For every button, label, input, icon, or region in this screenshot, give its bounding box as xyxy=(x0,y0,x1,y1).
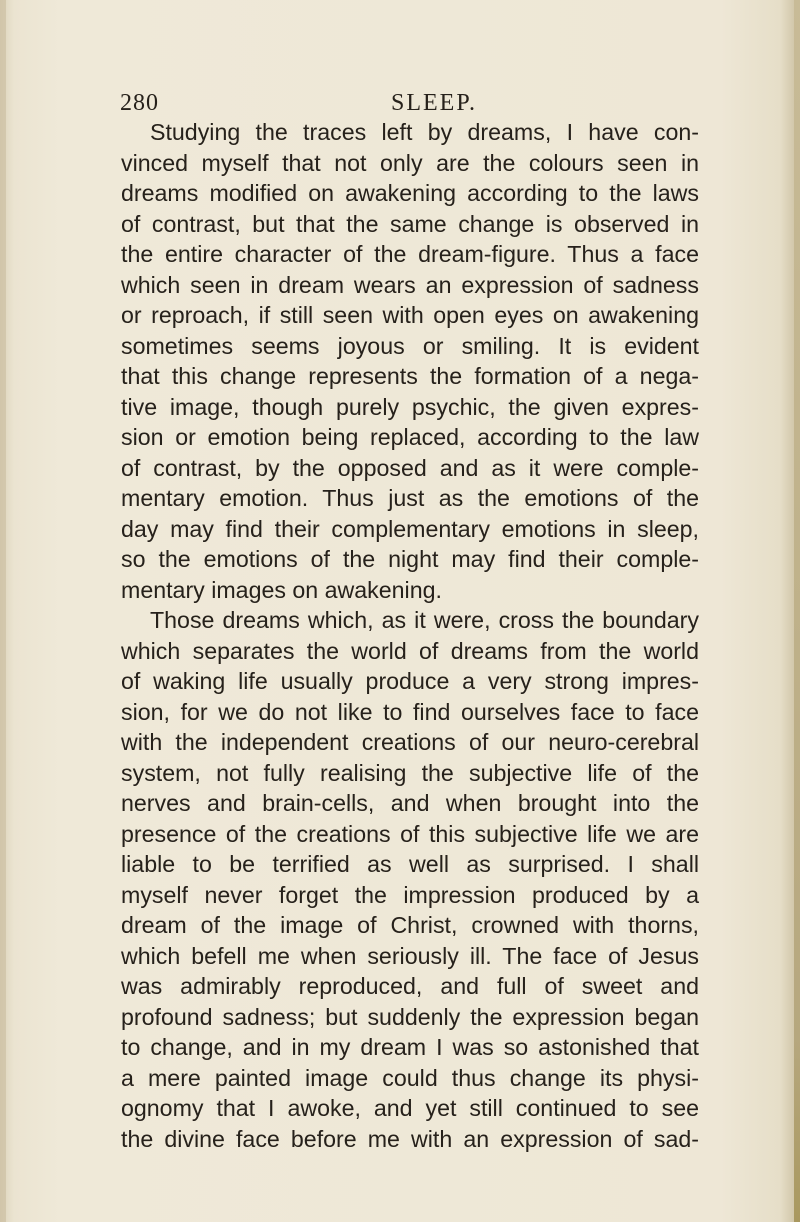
text-line: Those dreams which, as it were, cross the boundary xyxy=(150,607,699,633)
text-line: that this change represents the formation of a nega- xyxy=(121,363,699,389)
text-line: sion or emotion being replaced, according to the law xyxy=(121,424,699,450)
text-line: myself never forget the impression produced by a xyxy=(121,881,699,908)
text-line: nerves and brain-cells, and when brought into the xyxy=(121,790,699,816)
page-right-edge xyxy=(794,0,800,1222)
text-line: which befell me when seriously ill. The face of Jesus xyxy=(121,942,699,969)
text-line: vinced myself that not only are the colours seen in xyxy=(121,149,699,176)
text-line: presence of the creations of this subjective life we are xyxy=(121,820,699,847)
text-line: to change, and in my dream I was so astonished that xyxy=(121,1034,699,1060)
text-line: profound sadness; but suddenly the expression began xyxy=(121,1003,699,1030)
text-line: liable to be terrified as well as surprised. I shall xyxy=(121,851,699,877)
paragraph-2 xyxy=(121,605,699,1154)
text-line: ognomy that I awoke, and yet still continued to see xyxy=(121,1095,699,1121)
text-line: was admirably reproduced, and full of sweet and xyxy=(121,973,699,999)
text-line: system, not fully realising the subjective life of the xyxy=(121,759,699,786)
text-line: of contrast, by the opposed and as it were comple- xyxy=(121,454,699,481)
text-line: sion, for we do not like to find ourselves face to face xyxy=(121,698,699,725)
text-line: of waking life usually produce a very strong impres- xyxy=(121,668,699,694)
page-number: 280 xyxy=(120,90,159,116)
text-line: the divine face before me with an expression of sad- xyxy=(121,1125,699,1152)
text-line: tive image, though purely psychic, the given expres- xyxy=(121,393,699,420)
text-line: mentary emotion. Thus just as the emotions of the xyxy=(121,485,699,511)
text-line: of contrast, but that the same change is observed in xyxy=(121,210,699,237)
text-line: so the emotions of the night may find their comple- xyxy=(121,546,699,572)
text-line: which separates the world of dreams from the world xyxy=(121,637,699,664)
text-line: which seen in dream wears an expression of sadness xyxy=(121,271,699,298)
page-left-edge xyxy=(0,0,6,1222)
text-line: with the independent creations of our neuro-cerebral xyxy=(121,729,699,755)
text-line: dream of the image of Christ, crowned with thorns, xyxy=(121,912,699,938)
section-title: SLEEP. xyxy=(391,90,478,116)
text-line: day may find their complementary emotions in sleep, xyxy=(121,515,699,542)
text-line: Studying the traces left by dreams, I have con- xyxy=(150,119,699,145)
paragraph-1 xyxy=(121,117,699,605)
text-line: dreams modified on awakening according to the laws xyxy=(121,180,699,206)
text-line: mentary images on awakening. xyxy=(121,576,442,603)
text-line: the entire character of the dream-figure. Thus a face xyxy=(121,241,699,267)
text-line: or reproach, if still seen with open eyes on awakening xyxy=(121,302,699,328)
text-line: a mere painted image could thus change its physi- xyxy=(121,1064,699,1091)
text-line: sometimes seems joyous or smiling. It is evident xyxy=(121,332,699,359)
body-text xyxy=(121,117,699,1154)
running-head xyxy=(120,90,700,120)
